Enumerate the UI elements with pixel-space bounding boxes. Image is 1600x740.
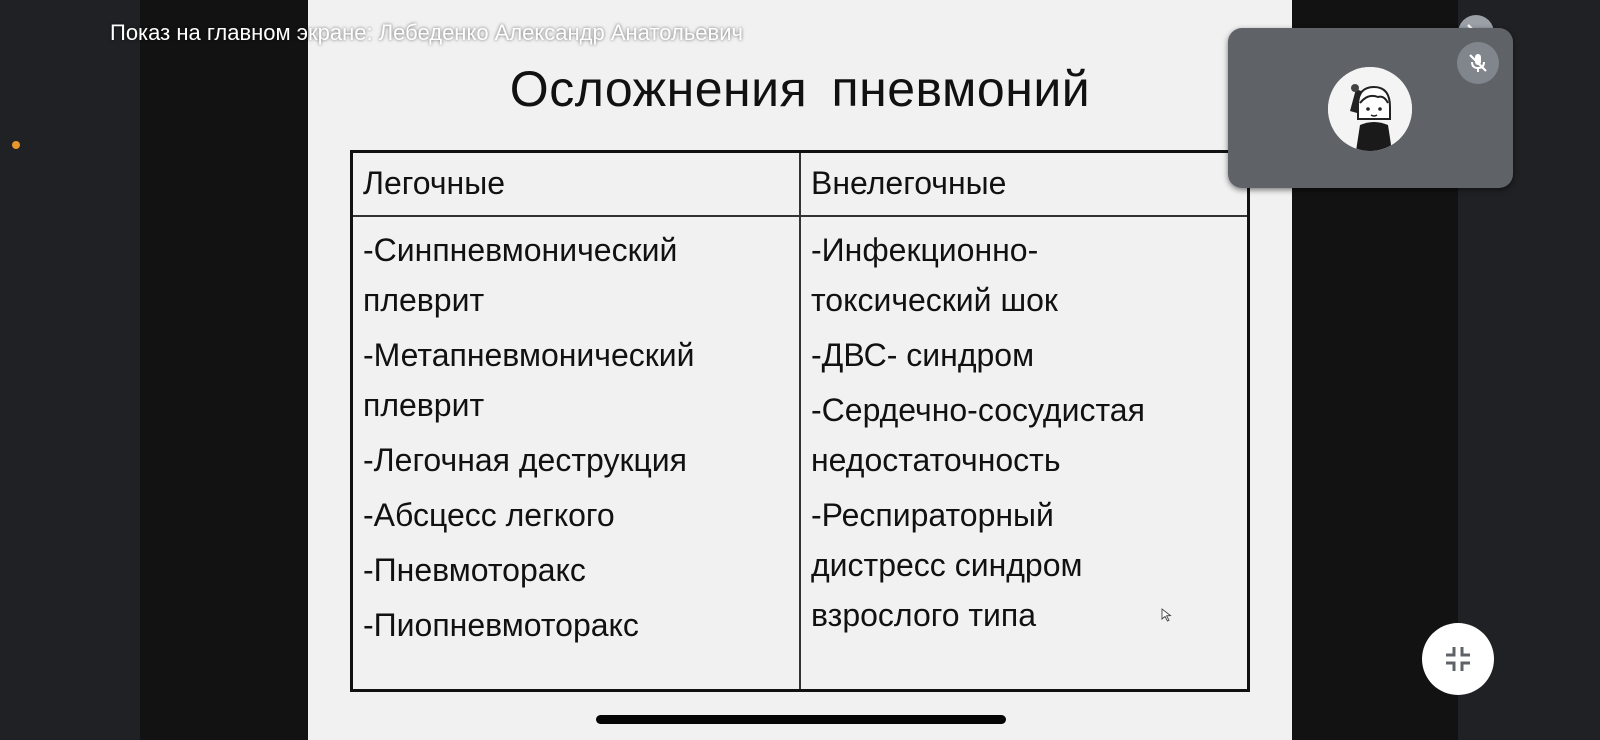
exit-fullscreen-icon <box>1443 644 1473 674</box>
table-body-row <box>353 217 1247 689</box>
presenter-banner: Показ на главном экране: Лебеденко Александр Анатольевич <box>110 20 743 45</box>
list-item: -Пиопневмоторакс <box>363 607 639 643</box>
shared-screen-slide <box>308 0 1292 740</box>
mic-off-icon[interactable] <box>1457 42 1499 84</box>
exit-fullscreen-button[interactable] <box>1422 623 1494 695</box>
table-header-row <box>353 153 1247 217</box>
slide-title: Осложнения пневмоний <box>509 61 1091 117</box>
column-header-extrapulmonary: Внелегочные <box>811 165 1007 201</box>
status-dot-icon <box>12 141 20 149</box>
home-indicator-bar[interactable] <box>596 715 1006 724</box>
list-item: -Легочная деструкция <box>363 442 687 478</box>
column-header-pulmonary: Легочные <box>353 153 801 215</box>
list-item: -Пневмоторакс <box>363 552 586 588</box>
pulmonary-list <box>353 217 801 689</box>
extrapulmonary-list <box>801 217 1247 689</box>
complications-table <box>350 150 1250 692</box>
list-item: -ДВС- синдром <box>811 337 1035 373</box>
list-item: -Метапневмонический плеврит <box>363 337 695 423</box>
list-item: -Респираторный дистресс синдром взрослого типа <box>811 497 1083 633</box>
list-item: -Абсцесс легкого <box>363 497 615 533</box>
user-avatar <box>1328 67 1412 151</box>
mouse-cursor-icon <box>1161 608 1173 622</box>
list-item: -Сердечно-сосудистая недостаточность <box>811 392 1145 478</box>
self-video-tile[interactable] <box>1228 28 1513 188</box>
list-item: -Инфекционно- токсический шок <box>811 232 1058 318</box>
list-item: -Синпневмонический плеврит <box>363 232 678 318</box>
left-letterbox <box>140 0 308 740</box>
